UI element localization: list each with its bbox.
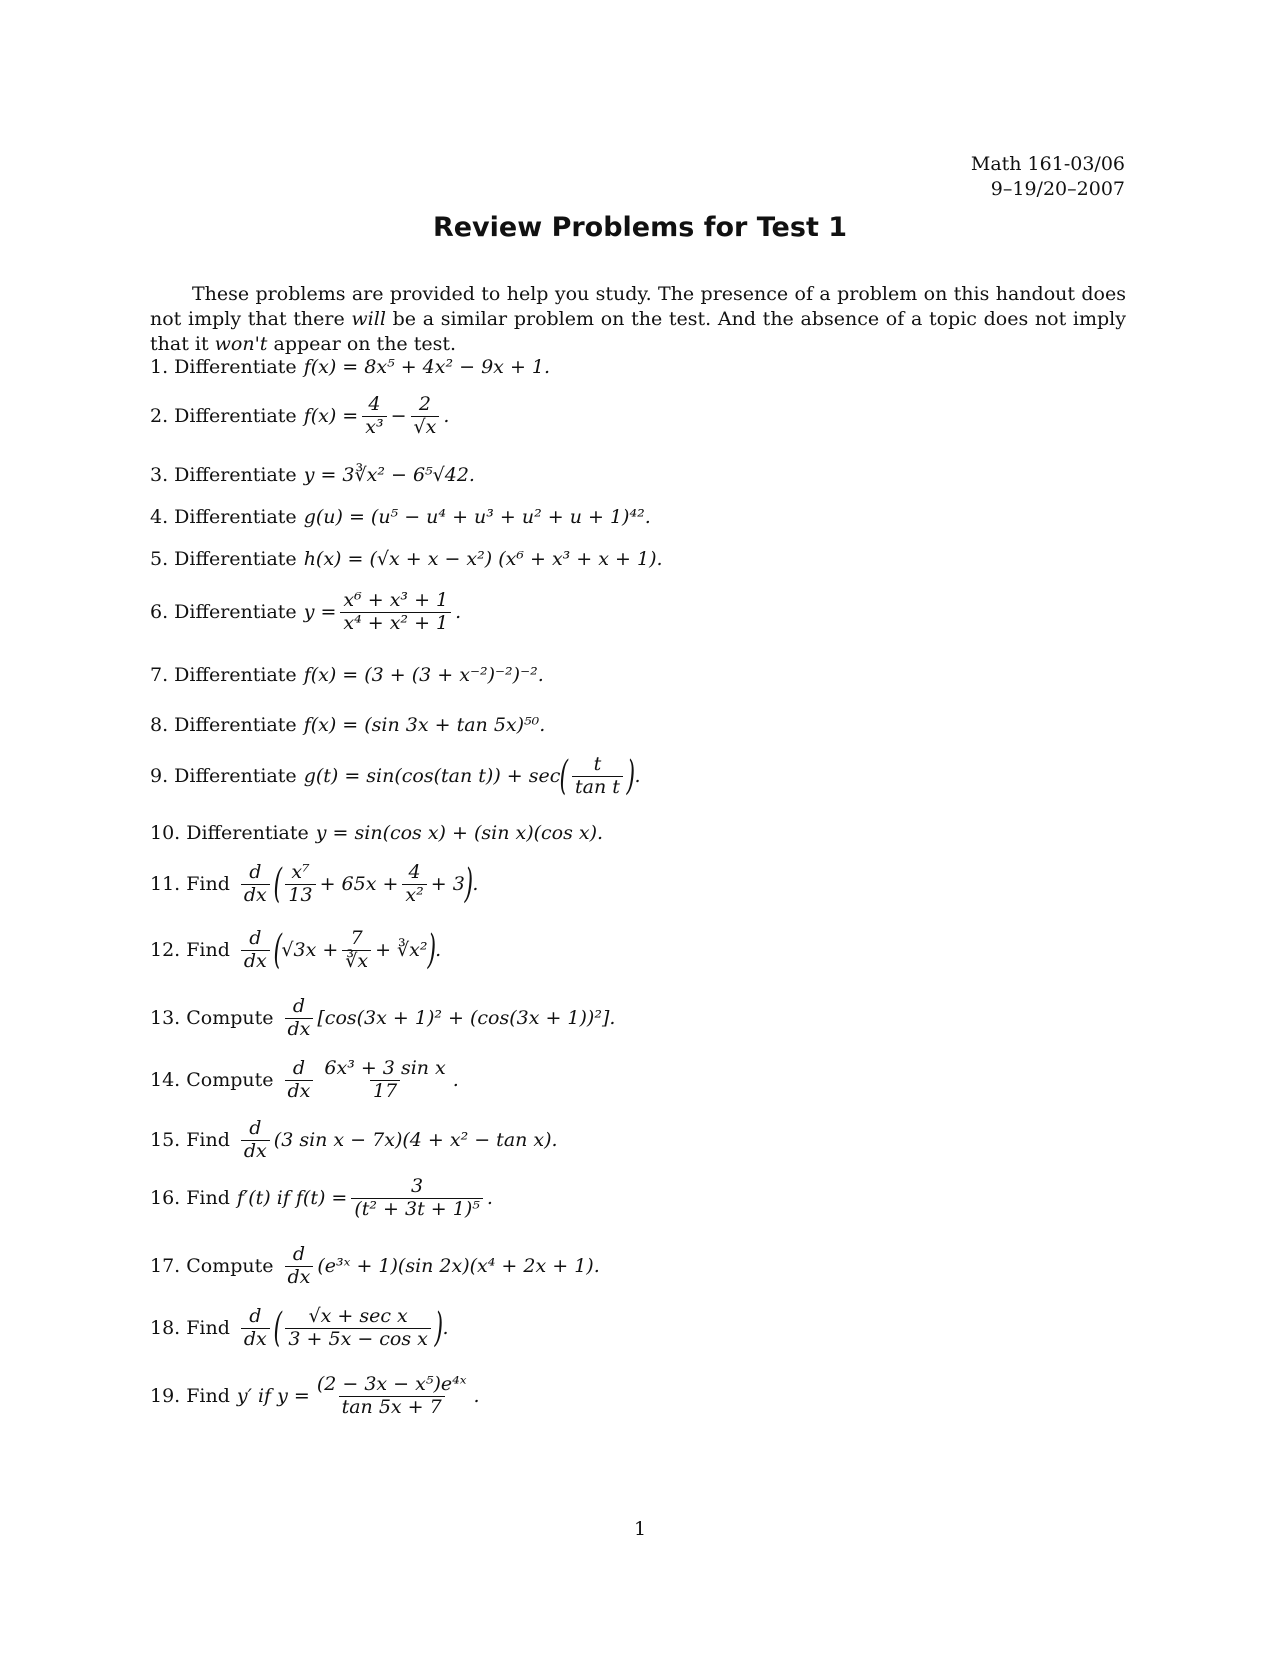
problem-5: 5. Differentiate h(x) = (√x + x − x²) (x⁶ + x³ + x + 1). [150,548,663,570]
problem-expression: (3 sin x − 7x)(4 + x² − tan x). [273,1129,558,1152]
fraction: $\frac{t}{\text{tan t}}$ [572,754,623,799]
derivative-operator: $\frac{d}{dx}$ [241,862,270,907]
fraction: $\frac{2}{√x}$ [411,394,440,439]
problem-2: 2. Differentiate f(x) = $\frac{4}{\text{x³}}$ − $\frac{2}{√x}$ . [150,393,450,438]
derivative-operator: $\frac{d}{dx}$ [285,996,314,1041]
page-number: 1 [633,1518,647,1540]
course-code: Math 161-03/06 [970,153,1125,175]
derivative-operator: $\frac{d}{dx}$ [285,1244,314,1289]
intro-paragraph: These problems are provided to help you study. The presence of a problem on this handout does not imply that there will be a similar problem on the test. And the absence of a topic does not imply that it won't appear on the test. [150,283,1126,355]
problem-4: 4. Differentiate g(u) = (u⁵ − u⁴ + u³ + u² + u + 1)⁴². [150,506,651,528]
problem-13: 13. Compute $\frac{d}{dx}$ [cos(3x + 1)² + (cos(3x + 1))²]. [150,995,616,1040]
problem-19: 19. Find y′ if y = $\frac{\text{(2 − 3x − x⁵)e⁴ˣ}}{\tan 5x + 7}$ . [150,1373,480,1418]
fraction: $\frac{\text{√x + sec x}}{\text{3 + 5x − cos x}}$ [285,1306,430,1351]
derivative-operator: $\frac{d}{dx}$ [285,1058,314,1103]
derivative-operator: $\frac{d}{dx}$ [241,1118,270,1163]
fraction: $\frac{\text{x⁶ + x³ + 1}}{\text{x⁴ + x² + 1}}$ [340,590,451,635]
problem-7: 7. Differentiate f(x) = (3 + (3 + x⁻²)⁻²)⁻². [150,664,544,686]
problem-expression: [cos(3x + 1)² + (cos(3x + 1))²]. [317,1007,616,1030]
problem-14: 14. Compute $\frac{d}{dx}$ $\frac{\text{6x³ + 3 sin x}}{17}$ . [150,1057,459,1102]
problem-9: 9. Differentiate g(t) = sin(cos(tan t)) + sec ( $\frac{t}{\text{tan t}}$ ) . [150,753,641,800]
problem-expression: h(x) = (√x + x − x²) (x⁶ + x³ + x + 1). [303,548,663,570]
right-paren: ) [427,927,436,974]
fraction: $\frac{3}{\text{(t² + 3t + 1)⁵}}$ [351,1176,483,1221]
fraction: $\frac{\text{(2 − 3x − x⁵)e⁴ˣ}}{\tan 5x + 7}$ [316,1373,467,1418]
course-dates: 9–19/20–2007 [990,178,1125,200]
left-paren: ( [273,861,282,908]
problem-1: 1. Differentiate f(x) = 8x⁵ + 4x² − 9x + 1. [150,356,551,378]
problem-expression: y = 3∛x² − 6⁵√42. [303,464,475,486]
derivative-operator: $\frac{d}{dx}$ [241,1306,270,1351]
fraction: $\frac{7}{∛x}$ [342,928,371,973]
right-paren: ) [434,1305,443,1352]
right-paren: ) [464,861,473,908]
problem-expression: f(x) = (sin 3x + tan 5x)⁵⁰. [303,714,546,736]
fraction: $\frac{\text{6x³ + 3 sin x}}{17}$ [324,1057,446,1102]
problem-expression: y = sin(cos x) + (sin x)(cos x). [315,822,604,844]
derivative-operator: $\frac{d}{dx}$ [241,928,270,973]
fraction: $\frac{4}{\text{x²}}$ [402,862,426,907]
problem-10: 10. Differentiate y = sin(cos x) + (sin x)(cos x). [150,822,604,844]
problem-15: 15. Find $\frac{d}{dx}$ (3 sin x − 7x)(4 + x² − tan x). [150,1117,558,1162]
fraction: $\frac{\text{x⁷}}{13}$ [285,862,315,907]
problem-12: 12. Find $\frac{d}{dx}$ ( √3x + $\frac{7}{∛x}$ + ∛x² ) . [150,927,442,974]
left-paren: ( [273,1305,282,1352]
problem-expression: f(x) = 8x⁵ + 4x² − 9x + 1. [303,356,551,378]
fraction: $\frac{4}{\text{x³}}$ [362,394,386,439]
problem-16: 16. Find f′(t) if f(t) = $\frac{3}{\text{(t² + 3t + 1)⁵}}$ . [150,1175,493,1220]
problem-3: 3. Differentiate y = 3∛x² − 6⁵√42. [150,464,475,486]
problem-expression: (e³ˣ + 1)(sin 2x)(x⁴ + 2x + 1). [317,1255,600,1278]
left-paren: ( [559,753,569,800]
problem-6: 6. Differentiate y = $\frac{\text{x⁶ + x³ + 1}}{\text{x⁴ + x² + 1}}$ . [150,589,462,634]
right-paren: ) [626,753,635,800]
course-header [971,152,1125,202]
page-title: Review Problems for Test 1 [432,212,848,243]
problem-18: 18. Find $\frac{d}{dx}$ ( $\frac{\text{√x + sec x}}{\text{3 + 5x − cos x}}$ ) . [150,1305,449,1352]
left-paren: ( [273,927,282,974]
problem-17: 17. Compute $\frac{d}{dx}$ (e³ˣ + 1)(sin 2x)(x⁴ + 2x + 1). [150,1243,600,1288]
problem-8: 8. Differentiate f(x) = (sin 3x + tan 5x)⁵⁰. [150,714,546,736]
problem-11: 11. Find $\frac{d}{dx}$ ( $\frac{\text{x⁷}}{13}$ + 65x + $\frac{4}{\text{x²}}$ + 3 ) . [150,861,479,908]
problem-expression: g(u) = (u⁵ − u⁴ + u³ + u² + u + 1)⁴². [303,506,651,528]
problem-expression: f(x) = (3 + (3 + x⁻²)⁻²)⁻². [303,664,544,686]
